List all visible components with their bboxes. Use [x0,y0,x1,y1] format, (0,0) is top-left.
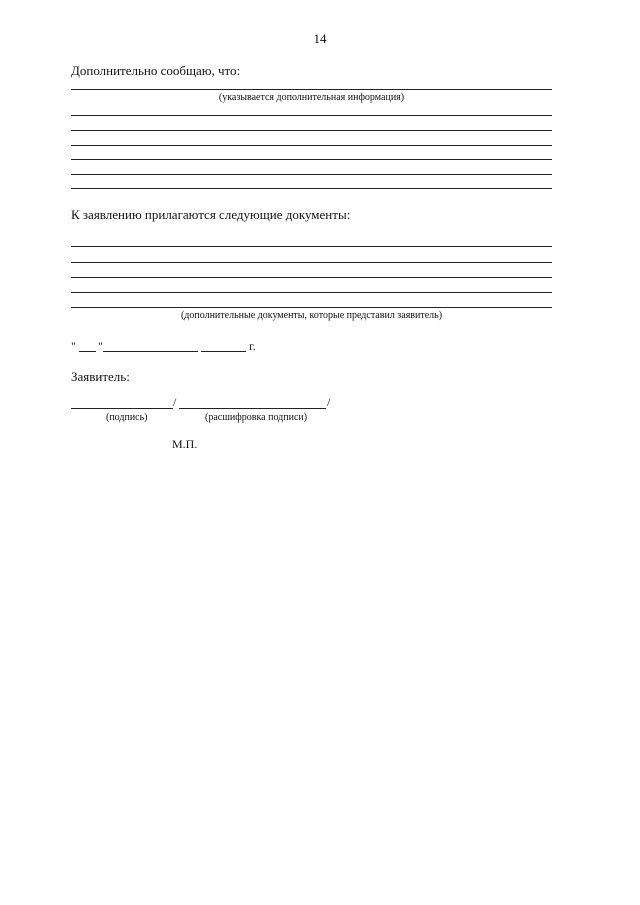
additional-info-line-5 [71,159,552,160]
applicant-label: Заявитель: [71,369,130,384]
additional-info-line-4 [71,145,552,146]
date-month-field[interactable] [103,351,198,352]
additional-info-heading: Дополнительно сообщаю, что: [71,63,241,78]
date-day-field[interactable] [79,351,96,352]
signature-slash-left: / [173,395,177,409]
signature-decoding-field[interactable] [179,408,326,409]
signature-decoding-caption: (расшифровка подписи) [205,412,308,423]
page-number: 14 [313,31,327,46]
additional-info-caption: (указывается дополнительная информация) [218,92,405,103]
stamp-placeholder: М.П. [172,437,198,451]
date-year-field[interactable] [201,351,246,352]
additional-info-line-2 [71,115,552,116]
additional-info-line-3 [71,130,552,131]
attachments-line-5 [71,307,552,308]
additional-info-line-6 [71,174,552,175]
attachments-line-4 [71,292,552,293]
additional-info-line-1 [71,89,552,90]
attachments-line-3 [71,277,552,278]
date-year-suffix: г. [249,339,256,353]
signature-slash-right: / [327,395,331,409]
date-quote-open: " [71,339,76,353]
attachments-caption: (дополнительные документы, которые представил заявитель) [180,310,443,321]
attachments-heading: К заявлению прилагаются следующие документы: [71,207,351,222]
attachments-line-1 [71,246,552,247]
signature-caption: (подпись) [106,412,148,423]
attachments-line-2 [71,262,552,263]
additional-info-line-7 [71,188,552,189]
date-quote-close: " [98,339,103,353]
signature-field[interactable] [71,408,173,409]
